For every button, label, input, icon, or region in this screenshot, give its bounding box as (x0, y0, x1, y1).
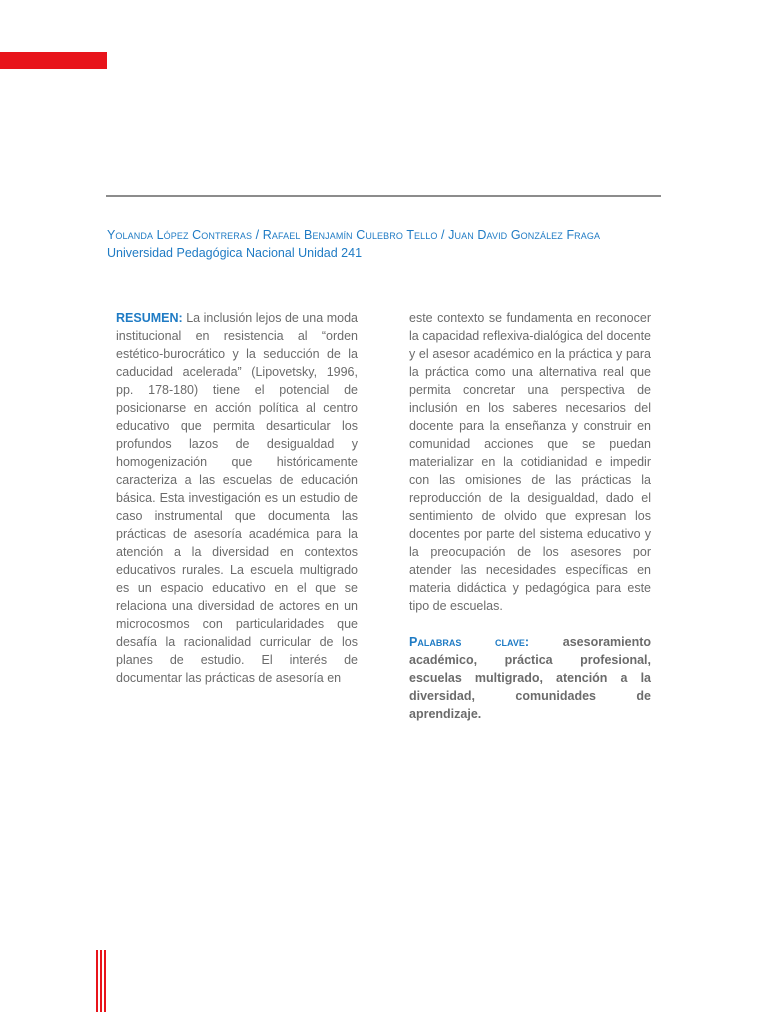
red-accent-bar (0, 52, 107, 69)
decorative-red-lines (96, 950, 108, 1012)
keywords-text: asesoramiento académico, práctica profesional, escuelas multigrado, atención a la diversidad, comunidades de aprendizaje. (409, 635, 651, 721)
author-list: Yolanda López Contreras / Rafael Benjamín Culebro Tello / Juan David González Fraga (107, 228, 601, 242)
keywords-label: Palabras clave: (409, 635, 530, 649)
abstract-text-left: La inclusión lejos de una moda institucional en resistencia al “orden estético-burocrático y la seducción de la caducidad acelerada” (Lipovetsky, 1996, pp. 178-180) tiene el potencial de posicionarse en acción política al centro educativo que permita desarticular los profundos lazos de desigualdad y homogenización que históricamente caracteriza a las escuelas de educación básica. Esta investigación es un estudio de caso instrumental que documenta las prácticas de asesoría académica para la atención a la diversidad en contextos educativos rurales. La escuela multigrado es un espacio educativo en el que se relaciona una diversidad de actores en un microcosmos con particularidades que desafía la racionalidad curricular de los planes de estudio. El interés de documentar las prácticas de asesoría en (116, 311, 358, 685)
keywords-block (409, 633, 651, 723)
abstract-column-right (409, 309, 651, 723)
abstract-label: RESUMEN: (116, 311, 183, 325)
abstract-text-right: este contexto se fundamenta en reconocer la capacidad reflexiva-dialógica del docente y el asesor académico en la práctica y para la práctica como una alternativa real que permita concretar una perspectiva de inclusión en los saberes necesarios del docente para la enseñanza y construir en comunidad acciones que se puedan materializar en la cotidianidad e impedir con las omisiones de las prácticas la reproducción de la desigualdad, dado el sentimiento de olvido que expresan los docentes por parte del sistema educativo y la preocupación de los asesores por atender las necesidades específicas en materia didáctica y pedagógica para este tipo de escuelas. (409, 311, 651, 613)
abstract-column-left (116, 309, 358, 687)
university-affiliation: Universidad Pedagógica Nacional Unidad 241 (107, 246, 363, 260)
header-rule (106, 195, 661, 197)
